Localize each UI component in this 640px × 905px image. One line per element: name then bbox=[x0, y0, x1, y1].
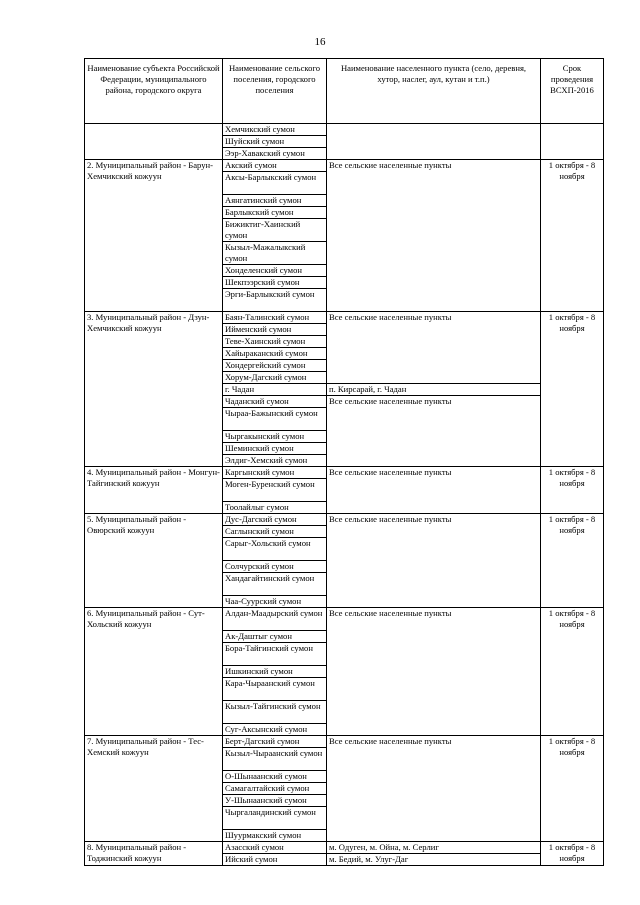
table-body bbox=[85, 124, 604, 866]
census-term: 1 октября - 8 ноября bbox=[541, 608, 604, 736]
settlement-name: Дус-Дагский сумон bbox=[223, 514, 327, 526]
table-row bbox=[85, 160, 604, 172]
census-term: 1 октября - 8 ноября bbox=[541, 467, 604, 514]
header-locality: Наименование населенного пункта (село, деревня, хутор, наслег, аул, кутан и т.п.) bbox=[327, 59, 541, 124]
settlement-name: Баян-Талинский сумон bbox=[223, 312, 327, 324]
settlement-name: Солчурский сумон bbox=[223, 561, 327, 573]
census-schedule-table bbox=[84, 58, 604, 866]
table-row bbox=[85, 514, 604, 526]
settlement-name: Сарыг-Хольский сумон bbox=[223, 538, 327, 561]
page-number: 16 bbox=[314, 36, 326, 48]
settlement-name: Аксы-Барлыкский сумон bbox=[223, 172, 327, 195]
settlement-name: Азасский сумон bbox=[223, 842, 327, 854]
settlement-name: Ак-Даштыг сумон bbox=[223, 631, 327, 643]
table-row bbox=[85, 842, 604, 854]
settlement-name: Чыргаландинский сумон bbox=[223, 807, 327, 830]
settlement-name: Хандагайтинский сумон bbox=[223, 573, 327, 596]
settlement-name: Чыргакынский сумон bbox=[223, 431, 327, 443]
settlement-name: Кызыл-Тайгинский сумон bbox=[223, 701, 327, 724]
settlement-name: Теве-Хаинский сумон bbox=[223, 336, 327, 348]
settlement-name: Чаданский сумон bbox=[223, 396, 327, 408]
census-term: 1 октября - 8 ноября bbox=[541, 514, 604, 608]
settlement-name: Чаа-Суурский сумон bbox=[223, 596, 327, 608]
settlement-name: Шеминский сумон bbox=[223, 443, 327, 455]
locality-cell: м. Бедий, м. Улуг-Даг bbox=[327, 854, 541, 866]
district-name bbox=[85, 124, 223, 160]
header-row bbox=[85, 59, 604, 124]
census-term: 1 октября - 8 ноября bbox=[541, 312, 604, 467]
settlement-name: Самагалтайский сумон bbox=[223, 783, 327, 795]
settlement-name: Бижиктиг-Хаинский сумон bbox=[223, 219, 327, 242]
locality-cell: Все сельские населенные пункты bbox=[327, 514, 541, 608]
settlement-name: Ишкинский сумон bbox=[223, 666, 327, 678]
census-term bbox=[541, 124, 604, 160]
census-term: 1 октября - 8 ноября bbox=[541, 842, 604, 866]
settlement-name: Хемчикский сумон bbox=[223, 124, 327, 136]
settlement-name: У-Шынаанский сумон bbox=[223, 795, 327, 807]
table-row bbox=[85, 608, 604, 631]
district-name: 4. Муниципальный район - Монгун-Тайгинский кожуун bbox=[85, 467, 223, 514]
header-subject: Наименование субъекта Российской Федерации, муниципального района, городского округа bbox=[85, 59, 223, 124]
settlement-name: Акский сумон bbox=[223, 160, 327, 172]
settlement-name: Ийский сумон bbox=[223, 854, 327, 866]
settlement-name: Элдиг-Хемский сумон bbox=[223, 455, 327, 467]
settlement-name: Аянгатинский сумон bbox=[223, 195, 327, 207]
table-row bbox=[85, 312, 604, 324]
settlement-name: Барлыкский сумон bbox=[223, 207, 327, 219]
locality-cell: Все сельские населенные пункты bbox=[327, 312, 541, 384]
table-row bbox=[85, 467, 604, 479]
settlement-name: Суг-Аксынский сумон bbox=[223, 724, 327, 736]
locality-cell bbox=[327, 124, 541, 160]
settlement-name: Каргынский сумон bbox=[223, 467, 327, 479]
district-name: 2. Муниципальный район - Барун-Хемчикский кожуун bbox=[85, 160, 223, 312]
census-term: 1 октября - 8 ноября bbox=[541, 160, 604, 312]
census-term: 1 октября - 8 ноября bbox=[541, 736, 604, 842]
locality-cell: Все сельские населенные пункты bbox=[327, 736, 541, 842]
header-term: Срок проведения ВСХП-2016 bbox=[541, 59, 604, 124]
header-settlement: Наименование сельского поселения, городского поселения bbox=[223, 59, 327, 124]
table-row bbox=[85, 124, 604, 136]
district-name: 5. Муниципальный район - Овюрский кожуун bbox=[85, 514, 223, 608]
locality-cell: п. Кирсарай, г. Чадан bbox=[327, 384, 541, 396]
settlement-name: О-Шынаанский сумон bbox=[223, 771, 327, 783]
district-name: 7. Муниципальный район - Тес-Хемский кожуун bbox=[85, 736, 223, 842]
settlement-name: Шуурмакский сумон bbox=[223, 830, 327, 842]
locality-cell: Все сельские населенные пункты bbox=[327, 467, 541, 514]
settlement-name: Кара-Чыраанский сумон bbox=[223, 678, 327, 701]
settlement-name: г. Чадан bbox=[223, 384, 327, 396]
settlement-name: Бора-Тайгинский сумон bbox=[223, 643, 327, 666]
settlement-name: Моген-Буренский сумон bbox=[223, 479, 327, 502]
settlement-name: Берт-Дагский сумон bbox=[223, 736, 327, 748]
settlement-name: Шуйский сумон bbox=[223, 136, 327, 148]
locality-cell: Все сельские населенные пункты bbox=[327, 160, 541, 312]
settlement-name: Алдан-Маадырский сумон bbox=[223, 608, 327, 631]
locality-cell: Все сельские населенные пункты bbox=[327, 608, 541, 736]
settlement-name: Чыраа-Бажынский сумон bbox=[223, 408, 327, 431]
locality-cell: Все сельские населенные пункты bbox=[327, 396, 541, 467]
settlement-name: Эрги-Барлыкский сумон bbox=[223, 289, 327, 312]
settlement-name: Саглынский сумон bbox=[223, 526, 327, 538]
settlement-name: Ийменский сумон bbox=[223, 324, 327, 336]
settlement-name: Шекпээрский сумон bbox=[223, 277, 327, 289]
settlement-name: Хонделенский сумон bbox=[223, 265, 327, 277]
settlement-name: Кызыл-Чыраанский сумон bbox=[223, 748, 327, 771]
settlement-name: Кызыл-Мажалыкский сумон bbox=[223, 242, 327, 265]
table-row bbox=[85, 736, 604, 748]
district-name: 3. Муниципальный район - Дзун-Хемчикский кожуун bbox=[85, 312, 223, 467]
settlement-name: Тоолайлыг сумон bbox=[223, 502, 327, 514]
locality-cell: м. Одуген, м. Ойна, м. Серлиг bbox=[327, 842, 541, 854]
settlement-name: Хайыраканский сумон bbox=[223, 348, 327, 360]
settlement-name: Ээр-Хавакский сумон bbox=[223, 148, 327, 160]
settlement-name: Хондергейский сумон bbox=[223, 360, 327, 372]
district-name: 6. Муниципальный район - Сут-Хольский кожуун bbox=[85, 608, 223, 736]
settlement-name: Хорум-Дагский сумон bbox=[223, 372, 327, 384]
district-name: 8. Муниципальный район - Тоджинский кожуун bbox=[85, 842, 223, 866]
